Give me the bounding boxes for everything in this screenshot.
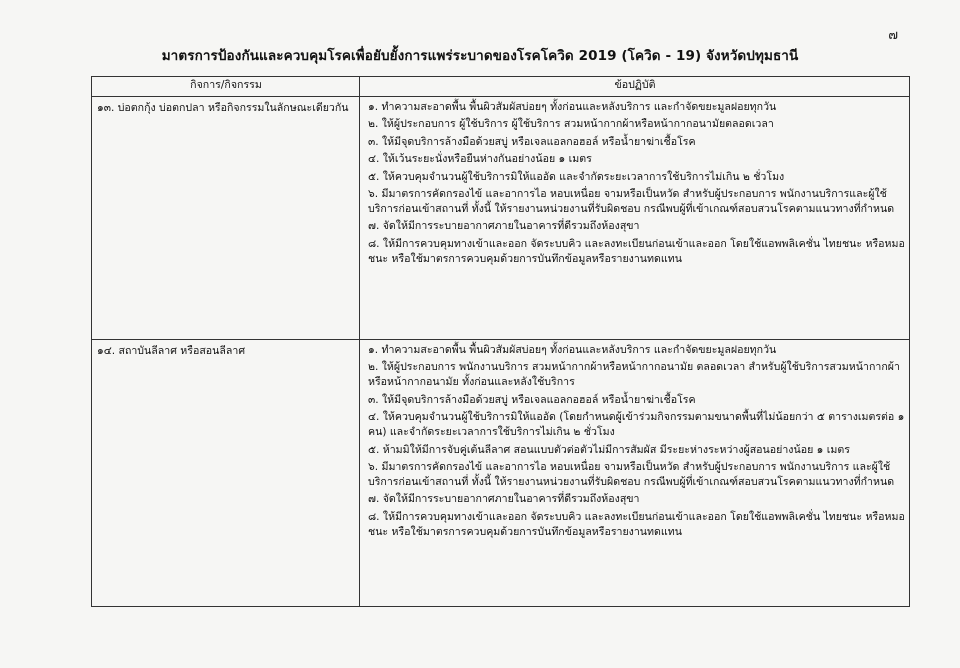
rule-item: ๖. มีมาตรการคัดกรองไข้ และอาการไอ หอบเหนื่อย จามหรือเป็นหวัด สำหรับผู้ประกอบการ พนักงานบริการและผู้ใช้บริการก่อนเข้าสถานที่ ทั้งนี้ ให้รายงานหน่วยงานที่รับผิดชอบ กรณีพบผู้ที่เข้าเกณฑ์สอบสวนโรคตามแนวทางที่กำหนด xyxy=(368,187,895,215)
rule-item: ๓. ให้มีจุดบริการล้างมือด้วยสบู่ หรือเจลแอลกอฮอล์ หรือน้ำยาฆ่าเชื้อโรค xyxy=(368,393,696,406)
rule-item: ๕. ห้ามมิให้มีการจับคู่เต้นลีลาศ สอนแบบตัวต่อตัวไม่มีการสัมผัส มีระยะห่างระหว่างผู้สอนอย่างน้อย ๑ เมตร xyxy=(368,443,850,456)
rule-item: ๘. ให้มีการควบคุมทางเข้าและออก จัดระบบคิว และลงทะเบียนก่อนเข้าและออก โดยใช้แอพพลิเคชั่น ไทยชนะ หรือหมอชนะ หรือใช้มาตรการควบคุมด้วยการบันทึกข้อมูลหรือรายงานทดแทน xyxy=(368,510,905,538)
rule-item: ๗. จัดให้มีการระบายอากาศภายในอาคารที่ดีรวมถึงห้องสุขา xyxy=(368,493,640,506)
rules-table xyxy=(91,76,910,607)
rules-cell xyxy=(360,97,910,340)
rule-item: ๒. ให้ผู้ประกอบการ ผู้ใช้บริการ ผู้ใช้บริการ สวมหน้ากากผ้าหรือหน้ากากอนามัยตลอดเวลา xyxy=(368,118,774,131)
page-number: ๗ xyxy=(888,28,898,43)
rule-item: ๔. ให้เว้นระยะนั่งหรือยืนห่างกันอย่างน้อย ๑ เมตร xyxy=(368,153,592,166)
rule-item: ๔. ให้ควบคุมจำนวนผู้ใช้บริการมิให้แออัด (โดยกำหนดผู้เข้าร่วมกิจกรรมตามขนาดพื้นที่ไม่น้อยกว่า ๕ ตารางเมตรต่อ ๑ คน) และจำกัดระยะเวลาการใช้บริการไม่เกิน ๒ ชั่วโมง xyxy=(368,411,905,439)
header-activity: กิจการ/กิจกรรม xyxy=(92,77,360,97)
rule-item: ๘. ให้มีการควบคุมทางเข้าและออก จัดระบบคิว และลงทะเบียนก่อนเข้าและออก โดยใช้แอพพลิเคชั่น ไทยชนะ หรือหมอชนะ หรือใช้มาตรการควบคุมด้วยการบันทึกข้อมูลหรือรายงานทดแทน xyxy=(368,237,905,265)
table-header-row xyxy=(92,77,910,97)
header-rules: ข้อปฏิบัติ xyxy=(360,77,910,97)
rule-item: ๕. ให้ควบคุมจำนวนผู้ใช้บริการมิให้แออัด และจำกัดระยะเวลาการใช้บริการไม่เกิน ๒ ชั่วโมง xyxy=(368,170,785,183)
rule-item: ๑. ทำความสะอาดพื้น พื้นผิวสัมผัสบ่อยๆ ทั้งก่อนและหลังบริการ และกำจัดขยะมูลฝอยทุกวัน xyxy=(368,344,777,356)
rule-item: ๒. ให้ผู้ประกอบการ พนักงานบริการ สวมหน้ากากผ้าหรือหน้ากากอนามัย ตลอดเวลา สำหรับผู้ใช้บริการสวมหน้ากากผ้าหรือหน้ากากอนามัย ทั้งก่อนและหลังใช้บริการ xyxy=(368,361,900,389)
activity-cell: ๑๔. สถาบันลีลาศ หรือสอนลีลาศ xyxy=(92,340,360,607)
rule-item: ๓. ให้มีจุดบริการล้างมือด้วยสบู่ หรือเจลแอลกอฮอล์ หรือน้ำยาฆ่าเชื้อโรค xyxy=(368,135,696,148)
rules-cell xyxy=(360,340,910,607)
page-title: มาตรการป้องกันและควบคุมโรคเพื่อยับยั้งการแพร่ระบาดของโรคโควิด 2019 (โควิด - 19) จังหวัดปทุมธานี xyxy=(161,48,799,64)
table-row xyxy=(92,340,910,607)
table-row xyxy=(92,97,910,340)
activity-cell: ๑๓. บ่อตกกุ้ง บ่อตกปลา หรือกิจกรรมในลักษณะเดียวกัน xyxy=(92,97,360,340)
rule-item: ๖. มีมาตรการคัดกรองไข้ และอาการไอ หอบเหนื่อย จามหรือเป็นหวัด สำหรับผู้ประกอบการ พนักงานบริการ และผู้ใช้บริการก่อนเข้าสถานที่ ทั้งนี้ ให้รายงานหน่วยงานที่รับผิดชอบ กรณีพบผู้ที่เข้าเกณฑ์สอบสวนโรคตามแนวทางที่กำหนด xyxy=(368,460,895,488)
rule-item: ๑. ทำความสะอาดพื้น พื้นผิวสัมผัสบ่อยๆ ทั้งก่อนและหลังบริการ และกำจัดขยะมูลฝอยทุกวัน xyxy=(368,101,777,113)
rule-item: ๗. จัดให้มีการระบายอากาศภายในอาคารที่ดีรวมถึงห้องสุขา xyxy=(368,220,640,233)
